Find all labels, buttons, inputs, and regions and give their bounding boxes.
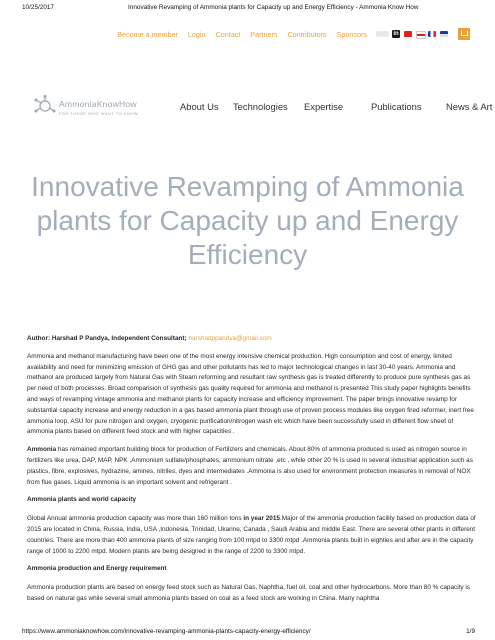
- login-link[interactable]: Login: [187, 30, 206, 39]
- top-links: [109, 30, 367, 39]
- contributors-link[interactable]: Contributors: [287, 30, 327, 39]
- paragraph: [27, 445, 477, 488]
- author-email-link[interactable]: harshadppandya@gmail.com: [188, 335, 272, 342]
- section-heading: Ammonia plants and world capacity: [27, 496, 137, 504]
- top-utility-bar: [0, 27, 495, 41]
- social-icon[interactable]: [376, 31, 389, 37]
- print-date: 10/25/2017: [22, 4, 54, 11]
- flag-icon[interactable]: [440, 31, 448, 37]
- contact-link[interactable]: Contact: [215, 30, 241, 39]
- linkedin-icon[interactable]: in: [393, 31, 399, 37]
- page-number: 1/9: [466, 628, 475, 635]
- molecule-logo-icon: [33, 95, 57, 117]
- article-content: [27, 334, 477, 612]
- paragraph-text: .Major of the ammonia production facility based on production data of 2015 are located in China, Russia, India, USA ,Indonesia, Trinidad, Ukarine, Canada , Saudi Arabia and middle East. There are several other plants in different countries. There are more than 400 ammonia plants of size ranging from 100 mtpd to 3300 mtpd .Ammonia plants built in eighties and after are in the capacity range of 1000 to 2200 mtpd. Modern plants are being designed in the range of 2200 to 3300 mtpd.: [27, 515, 476, 555]
- logo-name: AmmoniaKnowHow: [59, 99, 137, 109]
- flag-icon[interactable]: [428, 31, 436, 37]
- print-header: [0, 0, 495, 16]
- nav-item-news[interactable]: News & Art: [446, 101, 493, 112]
- logo-tagline: FOR THOSE WHO WANT TO KNOW: [59, 112, 139, 116]
- print-title: Innovative Revamping of Ammonia plants for Capacity up and Energy Efficiency - Ammonia Know How: [128, 4, 419, 11]
- partners-link[interactable]: Partners: [250, 30, 278, 39]
- paragraph-text: Global Annual ammonia production capacity was more than 160 million tons: [27, 515, 244, 523]
- paragraph: Ammonia and methanol manufacturing have been one of the most energy intensive chemical production. High consumption and cost of energy, limited availability and need for minimizing emission of GHG gas and other pollutants has led to major technological changes in last 30-40 years. Ammonia and methanol are produced largely from Natural Gas with Steam reforming and resultant raw synthesis gas is treated differently to produce pure synthesis gas as per need of both processes. Broad comparision of synthesis gas quality required for ammonia and methanol is presented This study paper highlights benefits and ways of revamping vintage ammonia and methanol plants for capacity increase and efficiency improvement. The paper brings innovative revamp for substantial capacity increase and energy reduction in a gas based ammonia plant through use of proven process modules like oxygen fired reformer, inert free ammonia loop, ASU for pure nitrogen and oxygen, cryogenic purification/nitrogen wash etc which have been successfully used in different flow sheet of ammonia plants based on different feed stock and with higher capacities .: [27, 352, 474, 436]
- flag-icon[interactable]: [416, 31, 426, 39]
- paragraph-lead: Ammonia: [27, 446, 57, 454]
- print-url: https://www.ammoniaknowhow.com/innovative-revamping-ammonia-plants-capacity-energy-efficiency/: [22, 628, 311, 635]
- paragraph-text: has remained important building block for production of Fertilizers and chemicals. About 80% of ammonia produced is used as nitrogen source in fertilizers like urea, DAP, MAP, NPK ,Ammonium sulfate/phosphates, ammonium nitrate ,etc , while other 20 % is used in several industrial application such as plastics, fibre, explosives, hydrazine, amines, nitriles, dyes and intermediates .Ammonia is also used for environment protection measures in removal of NOX from flue gases. Liquid ammonia is an important solvent and refrigerant .: [27, 446, 473, 486]
- site-logo[interactable]: [30, 92, 155, 127]
- flag-icon[interactable]: [404, 31, 412, 37]
- section-heading: Ammonia production and Energy requirement: [27, 565, 167, 573]
- nav-item-technologies[interactable]: Technologies: [233, 101, 288, 112]
- nav-item-about-us[interactable]: About Us: [180, 101, 219, 112]
- highlight-text: in year 2015: [243, 515, 280, 523]
- nav-item-publications[interactable]: Publications: [371, 101, 422, 112]
- paragraph: Ammonia production plants are based on energy feed stock such as Natural Gas, Naphtha, fuel oil, coal and other hydrocarbons. More than 80 % capacity is based on natural gas while several small ammonia plants based on coal as a feed stock are working in China. Many naphtha: [27, 584, 470, 602]
- author-label: Author: Harshad P Pandya, Independent Consultant;: [27, 335, 187, 342]
- author-line: [27, 334, 477, 345]
- paragraph: [27, 514, 477, 557]
- article-title: Innovative Revamping of Ammonia plants for Capacity up and Energy Efficiency: [31, 171, 464, 270]
- cart-icon[interactable]: [458, 28, 470, 40]
- sponsors-link[interactable]: Sponsors: [336, 30, 367, 39]
- become-member-link[interactable]: Become a member: [117, 30, 178, 39]
- nav-item-expertise[interactable]: Expertise: [304, 101, 344, 112]
